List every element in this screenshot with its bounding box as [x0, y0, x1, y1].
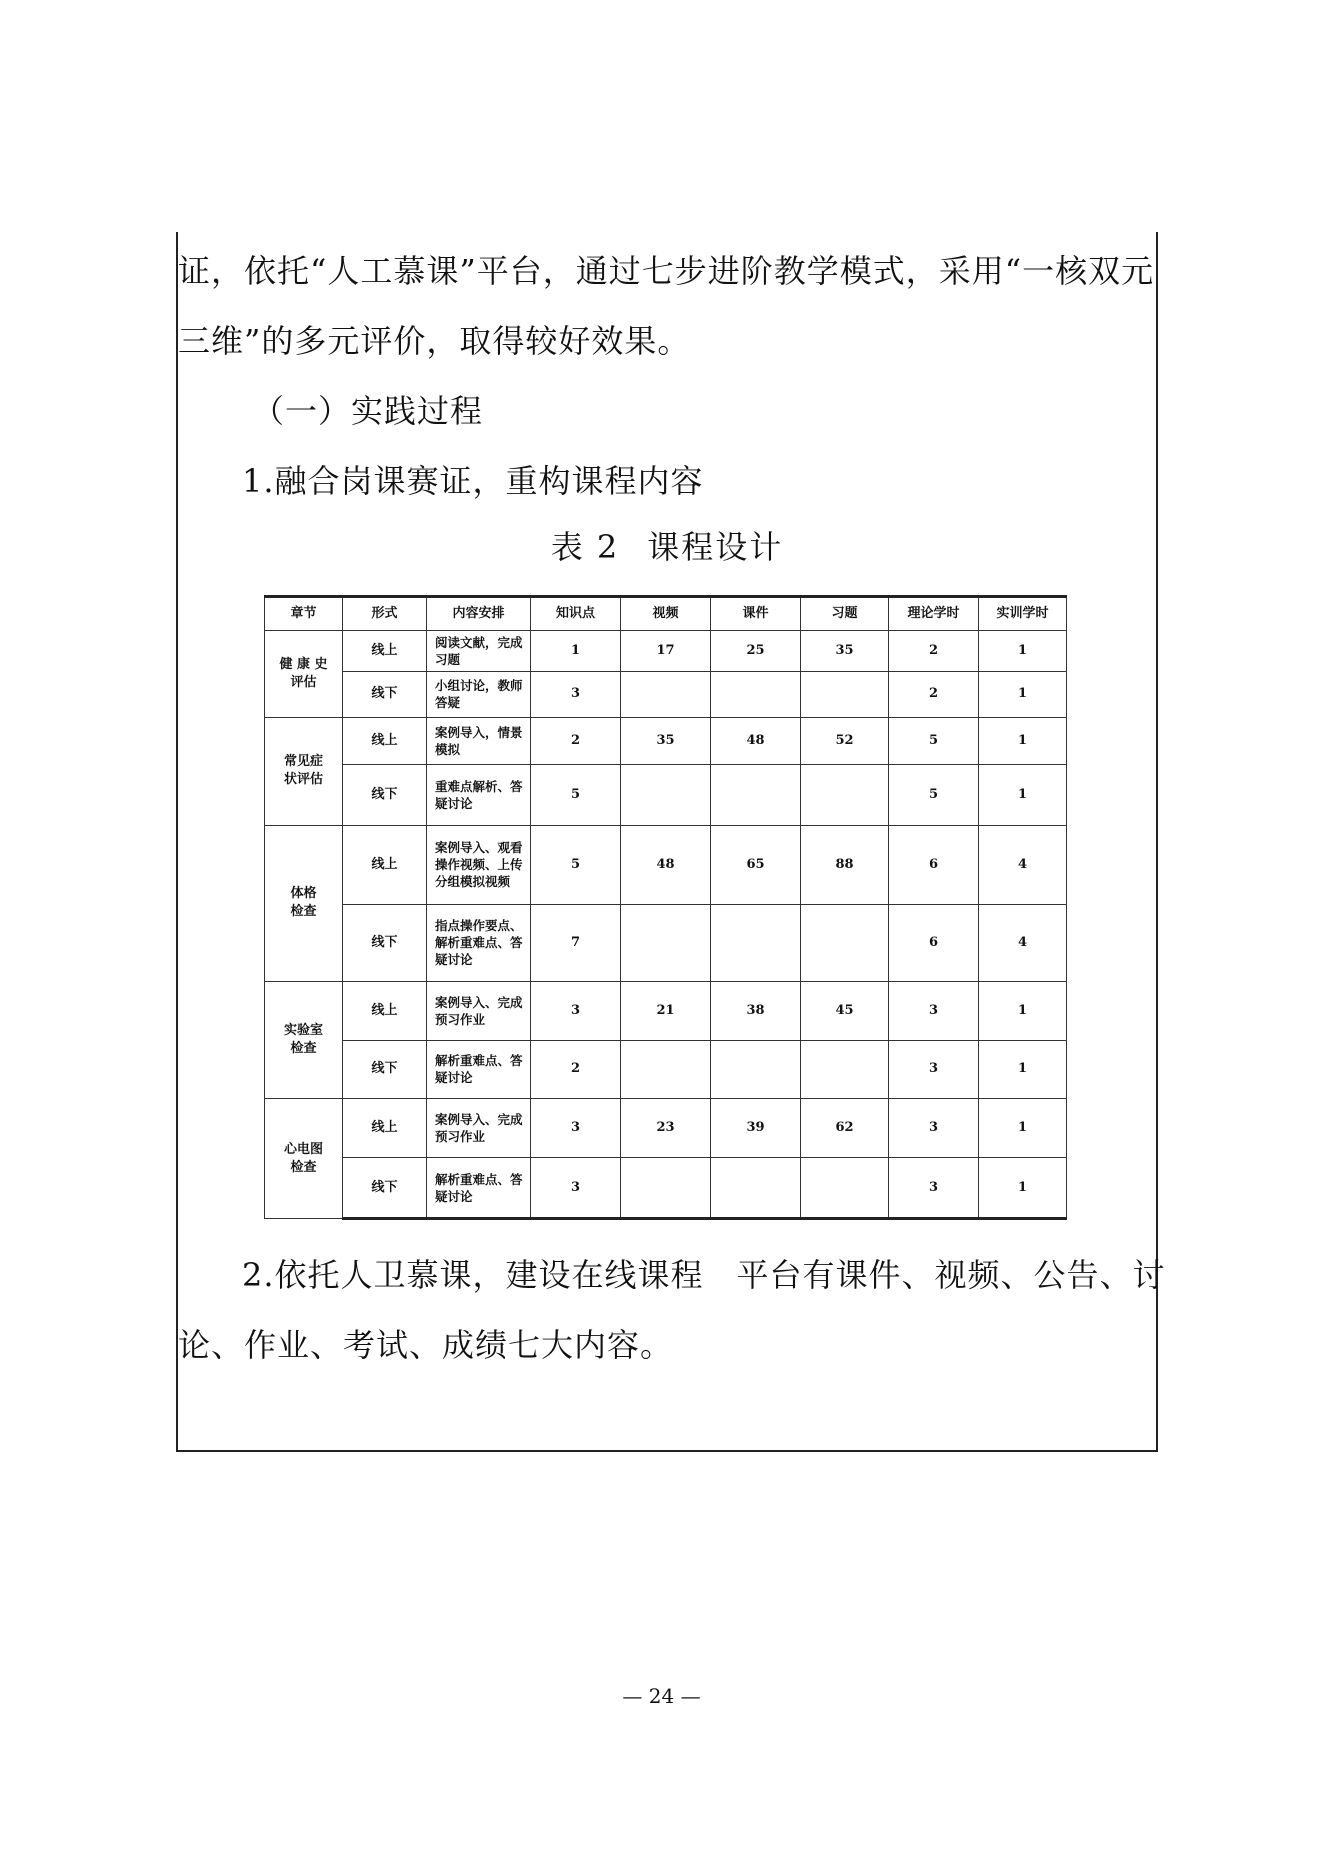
- table-row: [265, 718, 1067, 765]
- table-header-cell: 理论学时: [889, 597, 979, 631]
- table-row: [265, 1099, 1067, 1158]
- chapter-cell: 实验室 检查: [265, 981, 343, 1099]
- practice-hours-cell: 1: [979, 718, 1067, 765]
- page-number: — 24 —: [622, 1684, 701, 1708]
- theory-hours-cell: 6: [889, 825, 979, 904]
- form-cell: 线上: [343, 1099, 427, 1158]
- video-cell: 23: [621, 1099, 711, 1158]
- theory-hours-cell: 2: [889, 671, 979, 718]
- form-cell: 线上: [343, 631, 427, 672]
- theory-hours-cell: 3: [889, 1040, 979, 1099]
- knowledge-cell: 2: [531, 1040, 621, 1099]
- section-heading: （一）实践过程: [252, 392, 484, 430]
- form-cell: 线下: [343, 1040, 427, 1099]
- form-cell: 线上: [343, 981, 427, 1040]
- courseware-cell: [711, 764, 801, 825]
- knowledge-cell: 7: [531, 904, 621, 981]
- courseware-cell: [711, 1040, 801, 1099]
- table-row: [265, 671, 1067, 718]
- paragraph-line: 三维”的多元评价，取得较好效果。: [178, 322, 691, 360]
- form-cell: 线下: [343, 904, 427, 981]
- content-cell: 案例导入、完成预习作业: [427, 1099, 531, 1158]
- exercise-cell: 88: [801, 825, 889, 904]
- theory-hours-cell: 5: [889, 718, 979, 765]
- content-cell: 案例导入，情景模拟: [427, 718, 531, 765]
- content-cell: 重难点解析、答疑讨论: [427, 764, 531, 825]
- courseware-cell: 25: [711, 631, 801, 672]
- table-caption: [176, 522, 1158, 572]
- exercise-cell: [801, 764, 889, 825]
- form-cell: 线上: [343, 718, 427, 765]
- table-row: [265, 904, 1067, 981]
- video-cell: [621, 1158, 711, 1219]
- form-cell: 线下: [343, 1158, 427, 1219]
- content-cell: 阅读文献，完成习题: [427, 631, 531, 672]
- video-cell: 48: [621, 825, 711, 904]
- practice-hours-cell: 1: [979, 981, 1067, 1040]
- table-row: [265, 825, 1067, 904]
- table-header-cell: 内容安排: [427, 597, 531, 631]
- exercise-cell: [801, 671, 889, 718]
- knowledge-cell: 5: [531, 825, 621, 904]
- table-header-row: [265, 597, 1067, 631]
- theory-hours-cell: 3: [889, 1158, 979, 1219]
- theory-hours-cell: 2: [889, 631, 979, 672]
- chapter-cell: 常见症 状评估: [265, 718, 343, 825]
- table-row: [265, 1158, 1067, 1219]
- knowledge-cell: 3: [531, 1099, 621, 1158]
- theory-hours-cell: 6: [889, 904, 979, 981]
- courseware-cell: 48: [711, 718, 801, 765]
- subheading: 2.依托人卫慕课，建设在线课程 平台有课件、视频、公告、讨: [242, 1256, 1166, 1294]
- courseware-cell: [711, 1158, 801, 1219]
- table-header-cell: 课件: [711, 597, 801, 631]
- practice-hours-cell: 1: [979, 671, 1067, 718]
- courseware-cell: 38: [711, 981, 801, 1040]
- practice-hours-cell: 1: [979, 1158, 1067, 1219]
- knowledge-cell: 1: [531, 631, 621, 672]
- practice-hours-cell: 4: [979, 904, 1067, 981]
- content-cell: 解析重难点、答疑讨论: [427, 1040, 531, 1099]
- table-row: [265, 1040, 1067, 1099]
- video-cell: [621, 1040, 711, 1099]
- paragraph-line: 证，依托“人工慕课”平台，通过七步进阶教学模式，采用“一核双元: [178, 252, 1155, 290]
- theory-hours-cell: 5: [889, 764, 979, 825]
- table-row: [265, 764, 1067, 825]
- content-cell: 解析重难点、答疑讨论: [427, 1158, 531, 1219]
- practice-hours-cell: 1: [979, 1040, 1067, 1099]
- table-row: [265, 981, 1067, 1040]
- video-cell: 35: [621, 718, 711, 765]
- content-cell: 小组讨论，教师答疑: [427, 671, 531, 718]
- content-cell: 案例导入、完成预习作业: [427, 981, 531, 1040]
- practice-hours-cell: 4: [979, 825, 1067, 904]
- theory-hours-cell: 3: [889, 981, 979, 1040]
- knowledge-cell: 2: [531, 718, 621, 765]
- courseware-cell: 39: [711, 1099, 801, 1158]
- exercise-cell: 45: [801, 981, 889, 1040]
- content-cell: 指点操作要点、解析重难点、答疑讨论: [427, 904, 531, 981]
- paragraph-line: 论、作业、考试、成绩七大内容。: [178, 1326, 674, 1364]
- exercise-cell: [801, 904, 889, 981]
- video-cell: [621, 904, 711, 981]
- video-cell: [621, 671, 711, 718]
- courseware-cell: [711, 904, 801, 981]
- chapter-cell: 体格 检查: [265, 825, 343, 981]
- form-cell: 线上: [343, 825, 427, 904]
- knowledge-cell: 3: [531, 1158, 621, 1219]
- exercise-cell: 62: [801, 1099, 889, 1158]
- content-cell: 案例导入、观看操作视频、上传分组模拟视频: [427, 825, 531, 904]
- video-cell: 17: [621, 631, 711, 672]
- table-header-cell: 章节: [265, 597, 343, 631]
- table-caption-title: 课程设计: [647, 528, 784, 566]
- table-header-cell: 实训学时: [979, 597, 1067, 631]
- practice-hours-cell: 1: [979, 764, 1067, 825]
- practice-hours-cell: 1: [979, 1099, 1067, 1158]
- chapter-cell: 健 康 史 评估: [265, 631, 343, 718]
- exercise-cell: [801, 1158, 889, 1219]
- course-design-table: [264, 595, 1067, 1220]
- form-cell: 线下: [343, 764, 427, 825]
- form-cell: 线下: [343, 671, 427, 718]
- knowledge-cell: 3: [531, 671, 621, 718]
- courseware-cell: [711, 671, 801, 718]
- chapter-cell: 心电图 检查: [265, 1099, 343, 1219]
- knowledge-cell: 5: [531, 764, 621, 825]
- exercise-cell: 52: [801, 718, 889, 765]
- video-cell: [621, 764, 711, 825]
- table-header-cell: 形式: [343, 597, 427, 631]
- knowledge-cell: 3: [531, 981, 621, 1040]
- subheading: 1.融合岗课赛证，重构课程内容: [242, 462, 704, 500]
- exercise-cell: [801, 1040, 889, 1099]
- practice-hours-cell: 1: [979, 631, 1067, 672]
- table-header-cell: 习题: [801, 597, 889, 631]
- table-header-cell: 视频: [621, 597, 711, 631]
- table-header-cell: 知识点: [531, 597, 621, 631]
- table-caption-label: 表 2: [550, 528, 620, 566]
- theory-hours-cell: 3: [889, 1099, 979, 1158]
- table-row: [265, 631, 1067, 672]
- exercise-cell: 35: [801, 631, 889, 672]
- courseware-cell: 65: [711, 825, 801, 904]
- video-cell: 21: [621, 981, 711, 1040]
